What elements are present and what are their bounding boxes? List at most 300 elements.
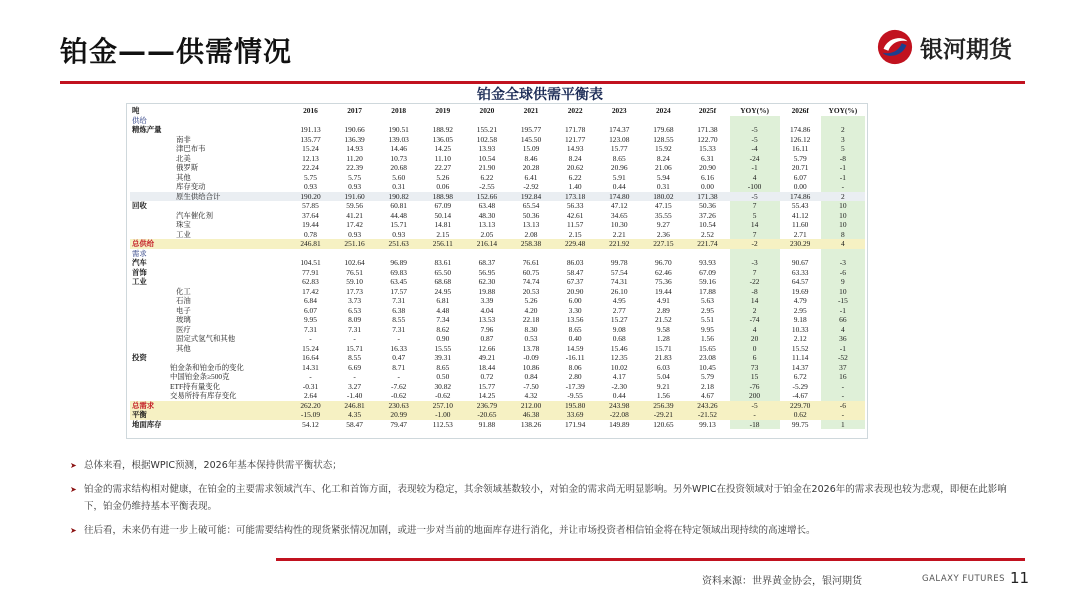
table-cell: 21.83 [655, 353, 672, 362]
table-row [130, 277, 865, 287]
table-row [130, 144, 865, 154]
table-cell: - [821, 391, 865, 401]
table-cell: 15 [730, 372, 780, 382]
table-cell: 4.48 [436, 305, 450, 315]
page-number: 11 [1010, 569, 1030, 587]
table-cell: 5 [730, 211, 780, 221]
row-label: 地面库存 [132, 419, 162, 429]
table-cell [333, 249, 377, 259]
table-cell: 19.44 [655, 286, 672, 296]
table-row [130, 268, 865, 278]
source-note: 资料来源：世界黄金协会，银河期货 [702, 576, 862, 587]
table-cell: 99.78 [610, 258, 628, 267]
table-cell: 99.75 [791, 419, 809, 429]
table-cell: 16.11 [792, 144, 809, 153]
table-row [130, 296, 865, 306]
table-cell: 62.30 [478, 277, 496, 286]
table-cell: 55.43 [791, 201, 809, 210]
header-cell: YOY(%) [740, 106, 769, 115]
table-cell: 14.37 [791, 362, 809, 372]
table-cell: - [821, 382, 865, 392]
table-cell: 10.86 [522, 362, 540, 372]
table-cell: 4.35 [333, 410, 377, 420]
table-cell: 10 [821, 287, 865, 297]
table-cell: 21.90 [478, 163, 496, 172]
row-label: 玻璃 [176, 315, 191, 324]
row-label: 汽车 [132, 258, 147, 267]
table-cell: 8.65 [436, 362, 450, 372]
table-cell: -2.30 [611, 381, 627, 391]
table-cell: 8.55 [392, 315, 406, 324]
table-row [130, 325, 865, 335]
table-cell: 15.46 [610, 343, 628, 353]
table-cell: 17.73 [346, 286, 363, 296]
table-cell: 0.00 [793, 182, 807, 191]
table-cell: 14.93 [566, 144, 584, 153]
table-cell: 15.65 [699, 343, 716, 353]
table-cell: 37.26 [699, 210, 716, 220]
table-cell: 90.67 [791, 258, 809, 267]
table-cell: 20.96 [610, 163, 628, 172]
table-cell: -0.62 [390, 391, 407, 400]
table-cell: 2.18 [700, 381, 714, 391]
table-row [130, 173, 865, 183]
table-cell: 190.20 [288, 192, 332, 202]
row-label: 投资 [132, 353, 147, 362]
table-cell: 68.37 [478, 258, 496, 267]
header-cell: 2016 [303, 106, 318, 115]
table-row [130, 306, 865, 316]
table-row [130, 353, 865, 363]
table-cell: 5 [821, 144, 865, 154]
table-cell: 4.95 [612, 296, 626, 305]
table-cell: 58.47 [346, 419, 363, 429]
table-cell: 6.53 [348, 305, 362, 315]
table-cell: -2 [730, 239, 780, 249]
slide-title: 铂金——供需情况 [60, 35, 293, 68]
table-cell: 7.31 [392, 296, 406, 305]
table-cell: 20.71 [791, 163, 809, 172]
table-cell: 10.73 [390, 153, 408, 163]
table-cell: 6.07 [304, 305, 317, 315]
table-cell: 91.88 [478, 419, 496, 429]
table-row [130, 192, 865, 202]
table-cell: -1 [821, 344, 865, 354]
table-cell: 0.31 [656, 182, 670, 191]
table-cell: 0.31 [392, 182, 406, 191]
table-cell: 2.12 [793, 334, 807, 343]
table-cell: -29.21 [641, 410, 685, 420]
table-cell: 22.27 [434, 163, 452, 172]
table-cell: 6.84 [304, 296, 317, 305]
table-cell: 5.79 [793, 153, 807, 163]
table-cell: 50.36 [522, 210, 540, 220]
header-cell: 2018 [391, 106, 407, 115]
table-cell: 10.33 [791, 324, 809, 334]
table-cell: 66 [821, 315, 865, 325]
table-cell: 22.18 [522, 315, 540, 324]
table-cell [333, 116, 377, 126]
table-cell: 229.70 [780, 401, 821, 411]
table-row [130, 163, 865, 173]
table-cell [509, 116, 553, 126]
table-cell: 6.00 [568, 296, 582, 305]
table-cell: -18 [730, 420, 780, 430]
row-label: 交易所持有库存变化 [170, 391, 237, 400]
table-cell: -3 [821, 258, 865, 268]
table-cell: 63.48 [478, 201, 496, 210]
table-cell: 63.45 [390, 277, 408, 286]
table-cell: - [309, 334, 312, 343]
table-cell [780, 249, 821, 259]
table-cell: 7.31 [392, 324, 406, 334]
table-cell: 195.80 [553, 401, 597, 411]
row-label: 回收 [132, 201, 147, 210]
table-cell: 4 [730, 173, 780, 183]
row-label: 石油 [176, 296, 191, 305]
table-cell: 9 [821, 277, 865, 287]
table-cell: 68.68 [434, 277, 452, 286]
table-cell [685, 116, 729, 126]
row-label: 固定式氢气和其他 [176, 334, 236, 343]
table-cell [377, 249, 421, 259]
table-cell: -1.40 [346, 391, 363, 400]
table-cell: 67.09 [699, 267, 716, 277]
table-cell: -4 [730, 144, 780, 154]
table-cell: 9.95 [304, 315, 317, 324]
table-cell: 10 [821, 220, 865, 230]
table-cell: -5 [730, 192, 780, 202]
table-cell: 2.89 [656, 305, 670, 315]
header-cell: 2021 [523, 106, 539, 115]
table-cell: 4 [821, 239, 865, 249]
table-cell: 1.28 [656, 334, 670, 343]
row-label: 总供给 [130, 239, 288, 249]
table-cell: 126.12 [790, 134, 811, 144]
table-title: 铂金全球供需平衡表 [477, 87, 603, 103]
table-cell: 22.39 [346, 163, 363, 172]
row-label: 中国铂金条≥500克 [170, 372, 230, 381]
header-cell: 2017 [347, 106, 362, 115]
table-cell: -0.62 [435, 391, 451, 400]
table-cell: 0.00 [700, 182, 714, 191]
table-cell: 47.12 [610, 201, 628, 210]
table-cell: -4.67 [792, 391, 808, 400]
table-row [130, 344, 865, 354]
header-cell: 2024 [655, 106, 671, 115]
table-cell: 257.10 [421, 401, 465, 411]
table-cell: 171.94 [564, 419, 586, 429]
table-cell: 8.55 [348, 353, 362, 362]
table-cell: 15.27 [610, 315, 628, 324]
table-cell: -6 [821, 268, 865, 278]
bullet-item [70, 457, 1010, 474]
table-cell: 11.57 [566, 220, 584, 229]
table-cell: 236.79 [465, 401, 509, 411]
table-cell: 2.21 [612, 229, 626, 239]
table-cell: 0.93 [348, 182, 362, 191]
table-cell: 8.06 [568, 362, 582, 372]
table-cell: 171.78 [564, 125, 586, 134]
table-cell: 102.64 [344, 258, 365, 267]
table-cell: 11.20 [346, 153, 363, 163]
table-cell: 7.34 [436, 315, 450, 324]
table-cell: 3.39 [480, 296, 494, 305]
table-cell: 0.90 [436, 334, 450, 343]
table-cell: 16 [821, 372, 865, 382]
row-label: 其他 [176, 343, 191, 353]
table-cell: 135.77 [300, 134, 321, 144]
table-cell: 243.26 [685, 401, 729, 411]
table-cell: 230.29 [780, 239, 821, 249]
table-cell: 200 [730, 391, 780, 401]
table-row [130, 401, 865, 411]
table-cell: 8.62 [436, 324, 450, 334]
table-cell: 0.40 [568, 334, 582, 343]
table-cell: 23.08 [699, 353, 716, 362]
table-cell: 8.24 [568, 153, 582, 163]
row-label: 北美 [176, 153, 191, 163]
table-cell: 14.31 [302, 362, 319, 372]
table-cell: 56.95 [478, 267, 496, 277]
table-cell: 5.75 [304, 172, 317, 182]
table-cell: 3 [821, 135, 865, 145]
table-cell: - [821, 182, 865, 192]
table-cell: 3.30 [568, 305, 582, 315]
table-cell: 13.78 [522, 343, 540, 353]
table-cell: 10.30 [610, 220, 628, 229]
table-cell: 180.02 [641, 192, 685, 202]
table-cell: 4.20 [524, 305, 538, 315]
table-cell: 229.48 [553, 239, 597, 249]
table-cell: -0.09 [523, 353, 539, 362]
table-cell: 192.84 [509, 192, 553, 202]
table-row [130, 410, 865, 420]
table-cell: 216.14 [465, 239, 509, 249]
table-cell: 10.54 [478, 153, 496, 163]
table-cell: 123.08 [609, 134, 630, 144]
table-cell: 15.92 [655, 144, 672, 153]
table-cell: 12.13 [302, 153, 319, 163]
table-cell: -21.52 [685, 410, 729, 420]
table-cell: 59.10 [346, 277, 363, 286]
table-cell: 9.18 [793, 315, 807, 324]
table-cell: 120.65 [653, 419, 674, 429]
table-cell: 9.08 [612, 324, 626, 334]
table-cell: 5.91 [612, 172, 626, 182]
table-cell: -3 [730, 258, 780, 268]
table-cell: 0.84 [524, 372, 538, 381]
table-cell: 6.41 [524, 172, 538, 182]
table-cell: 9.95 [700, 324, 714, 334]
table-cell: 8.65 [612, 153, 626, 163]
header-cell: 2026f [791, 106, 809, 115]
table-cell: 59.56 [346, 201, 363, 210]
table-cell: 41.21 [346, 210, 363, 220]
table-cell [421, 249, 465, 259]
table-cell: 5.04 [656, 372, 670, 381]
table-cell: 76.61 [522, 258, 540, 267]
table-row [130, 220, 865, 230]
table-cell: 10.45 [699, 362, 716, 372]
table-cell: 0.44 [612, 391, 626, 400]
brand-name: GALAXY FUTURES [922, 574, 1006, 584]
table-cell: 4.17 [612, 372, 626, 381]
table-cell: 7.96 [480, 324, 494, 334]
table-cell: 5.75 [348, 172, 362, 182]
table-cell: 179.68 [653, 125, 674, 134]
table-cell: 6.22 [568, 172, 582, 182]
table-cell: 139.03 [388, 134, 409, 144]
row-label: 南非 [176, 134, 191, 144]
table-cell: 62.83 [302, 277, 319, 286]
table-row [130, 135, 865, 145]
table-cell: -20.65 [465, 410, 509, 420]
table-cell: 171.38 [685, 192, 729, 202]
table-cell: 39.31 [434, 353, 452, 362]
table-cell: 0.93 [392, 229, 406, 239]
table-cell: 12.66 [478, 343, 496, 353]
table-cell: 15.33 [699, 144, 716, 153]
row-label: 电子 [176, 305, 191, 315]
table-cell: 6.69 [348, 362, 362, 372]
table-cell [821, 116, 865, 126]
table-cell [780, 116, 821, 126]
table-row [130, 230, 865, 240]
table-cell: 7 [730, 268, 780, 278]
table-cell: 14.25 [434, 144, 452, 153]
table-cell: 11.14 [792, 353, 809, 362]
table-cell: 16.64 [302, 353, 319, 362]
table-cell: 42.61 [566, 210, 584, 220]
table-cell: 77.91 [302, 267, 319, 277]
table-row [130, 154, 865, 164]
table-cell: 9.21 [656, 381, 670, 391]
table-cell: 14 [730, 220, 780, 230]
table-cell: -8 [730, 287, 780, 297]
table-cell: 2.36 [656, 229, 670, 239]
table-cell: 69.83 [390, 267, 408, 277]
table-cell: -24 [730, 154, 780, 164]
table-cell: 48.30 [478, 210, 496, 220]
table-cell: 15.24 [302, 343, 319, 353]
row-label: 精炼产量 [132, 125, 162, 134]
table-cell: 83.61 [434, 258, 452, 267]
header-cell: 2020 [479, 106, 495, 115]
table-cell: 8.24 [656, 153, 670, 163]
table-cell: -5 [730, 135, 780, 145]
table-cell: - [353, 334, 356, 343]
row-label: 平衡 [130, 410, 288, 420]
table-cell: -1 [821, 173, 865, 183]
table-cell: 54.12 [302, 419, 319, 429]
table-cell [821, 249, 865, 259]
table-cell: 33.69 [553, 410, 597, 420]
table-row [130, 201, 865, 211]
table-cell: -100 [730, 182, 780, 192]
table-cell: 13.93 [478, 144, 496, 153]
row-label: 汽车催化剂 [176, 210, 213, 220]
table-row [130, 315, 865, 325]
table-cell: 149.89 [609, 419, 630, 429]
table-cell: 104.51 [300, 258, 321, 267]
table-cell: 174.80 [597, 192, 641, 202]
bullet-text: 铂金的需求结构相对健康，在铂金的主要需求领域汽车、化工和首饰方面，表现较为稳定，其余领域基数较小，对铂金的需求尚无明显影响。另外WPIC在投资领域对于铂金在2026年的需求表现也较为悲观，即便在此影响下，铂金仍维持基本平衡表现。 [84, 484, 1007, 512]
company-logo [876, 28, 1012, 66]
table-row [130, 382, 865, 392]
table-cell: 14.93 [346, 144, 363, 153]
bullet-text: 总体来看，根据WPIC预测，2026年基本保持供需平衡状态； [84, 460, 342, 471]
row-label: 化工 [176, 286, 191, 296]
table-cell: 2.15 [568, 229, 582, 239]
table-cell [641, 116, 685, 126]
table-cell: -74 [730, 315, 780, 325]
table-cell: 20.90 [699, 163, 716, 172]
table-cell: 2 [730, 306, 780, 316]
table-cell: 190.51 [388, 125, 409, 134]
table-cell: 19.88 [478, 286, 496, 296]
table-cell: 2.05 [480, 229, 494, 239]
table-cell: 11.60 [792, 220, 809, 229]
table-cell: 47.15 [655, 201, 672, 210]
table-cell: 20.90 [566, 286, 584, 296]
table-cell: 13.56 [566, 315, 584, 324]
table-cell: 174.37 [609, 125, 630, 134]
table-cell: 6 [730, 353, 780, 363]
table-cell: 190.66 [344, 125, 365, 134]
table-cell: 9.58 [656, 324, 670, 334]
table-cell: 6.16 [700, 172, 714, 182]
table-cell: 230.63 [377, 401, 421, 411]
table-cell: 5.79 [700, 372, 714, 381]
table-cell: 8.09 [348, 315, 362, 324]
table-cell: 2 [821, 192, 865, 202]
table-cell: -2.92 [523, 182, 539, 191]
table-cell: - [309, 372, 312, 381]
table-cell [509, 249, 553, 259]
table-cell: 59.16 [699, 277, 716, 286]
table-cell: -15 [821, 296, 865, 306]
table-cell: 190.82 [377, 192, 421, 202]
table-cell: 12.35 [610, 353, 628, 362]
table-cell: 5.60 [392, 172, 406, 182]
table-cell: 10 [821, 201, 865, 211]
galaxy-logo-icon [876, 28, 914, 66]
summary-bullets [70, 457, 1010, 546]
bullet-item [70, 522, 1010, 539]
table-cell: 21.06 [655, 163, 672, 172]
table-cell [730, 116, 780, 126]
table-cell: 19.44 [302, 220, 319, 229]
header-cell: YOY(%) [828, 106, 858, 115]
table-cell: 258.38 [509, 239, 553, 249]
table-cell: 173.18 [553, 192, 597, 202]
table-cell: 188.98 [421, 192, 465, 202]
table-cell: 6.81 [436, 296, 450, 305]
table-cell: 13.13 [478, 220, 496, 229]
table-cell: 14.81 [434, 220, 452, 229]
table-cell [641, 249, 685, 259]
table-cell: -17.39 [565, 381, 585, 391]
table-cell: 1.56 [656, 391, 670, 400]
table-cell: 2 [821, 125, 865, 135]
table-cell: 0.44 [612, 182, 626, 191]
table-cell: -52 [821, 353, 865, 363]
table-cell: 174.86 [780, 192, 821, 202]
table-row [130, 363, 865, 373]
table-row [130, 239, 865, 249]
table-cell: 34.65 [610, 210, 628, 220]
